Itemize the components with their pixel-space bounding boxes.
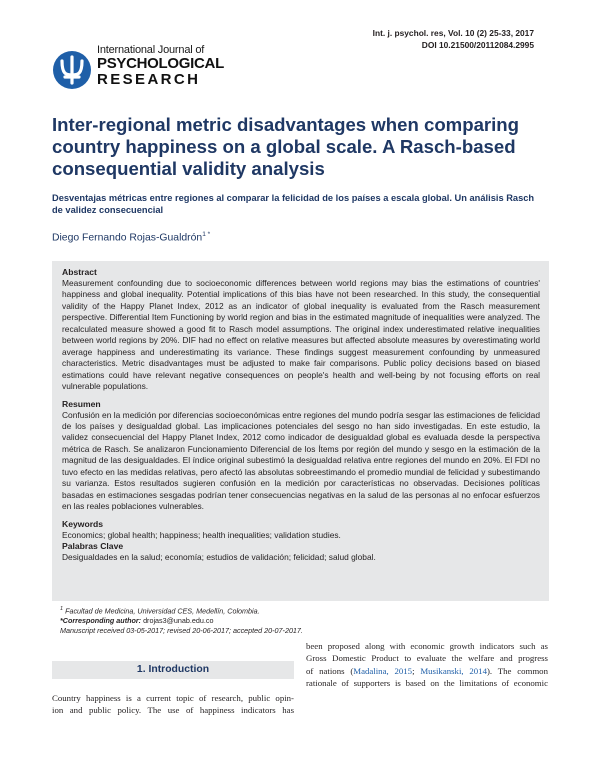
abstract-heading: Abstract bbox=[62, 267, 97, 277]
doi-line: DOI 10.21500/20112084.2995 bbox=[421, 40, 534, 50]
journal-reference bbox=[373, 27, 534, 51]
body-right-column bbox=[306, 640, 548, 690]
affiliation-mark: 1 bbox=[60, 606, 64, 612]
manuscript-dates: Manuscript received 03-05-2017; revised 20-06-2017; accepted 20-07-2017. bbox=[60, 626, 303, 636]
text-fragment: of nations ( bbox=[306, 665, 354, 676]
logo-text-line2: PSYCHOLOGICAL bbox=[97, 55, 224, 72]
citation-line: Int. j. psychol. res, Vol. 10 (2) 25-33, 2017 bbox=[372, 28, 534, 38]
footnotes bbox=[60, 604, 303, 636]
paper-subtitle-spanish: Desventajas métricas entre regiones al comparar la felicidad de los países a escala global. Un análisis Rasch de validez consecuencial bbox=[52, 193, 535, 215]
corresponding-author-footnote bbox=[60, 616, 303, 626]
keywords-text: Economics; global health; happiness; health inequalities; validation studies. bbox=[62, 529, 341, 540]
resumen-text: Confusión en la medición por diferencias socioeconómicas entre regiones del mundo podría sesgar las estimaciones de felicidad de los países y desigualdad global. Las implicaciones potenciales del sesgo no han sido investigadas. En este estudio, la validez consecuencial del Happy Planet Index, 2012 como indicador de desigualdad global es evaluada desde la perspectiva métrica de Rasch. Se analizaron Funcionamiento Diferencial de los Ítems por región del mundo y sesgo en la estimación de la magnitud de las desigualdades. El índice original subestimó la desigualdad relativa entre regiones del mundo en 20%. El FDI no tuvo efecto en las medidas relativas, pero afectó las absolutas sobreestimando el promedio mundial de felicidad y subestimando su varianza. Estos resultados sugieren confusión en la medición por características no observadas. Decisiones políticas basadas en estimaciones sesgadas podrían tener consecuencias negativas en la salud de las personas al no enfocar esfuerzos en las reales poblaciones vulnerables. bbox=[62, 409, 540, 512]
body-left-column bbox=[52, 692, 294, 717]
section-heading-box bbox=[52, 661, 294, 679]
paper-title: Inter-regional metric disadvantages when comparing country happiness on a global scale. A Rasch-based consequential validity analysis bbox=[52, 114, 520, 179]
author-name: Diego Fernando Rojas-Gualdrón bbox=[52, 232, 203, 244]
psi-logo-icon bbox=[52, 50, 92, 90]
corresponding-label: *Corresponding author: bbox=[60, 616, 142, 626]
palabras-clave-text: Desigualdades en la salud; economía; estudios de validación; felicidad; salud global. bbox=[62, 552, 376, 563]
author-line bbox=[52, 231, 210, 243]
journal-logo bbox=[52, 44, 222, 100]
citation-link[interactable]: Madalina, 2015 bbox=[353, 665, 413, 676]
body-text-line: ion and public policy. The use of happiness indicators has bbox=[52, 705, 294, 716]
logo-text-line3: RESEARCH bbox=[97, 71, 201, 88]
body-text-line: Gross Domestic Product to evaluate the welfare and progress bbox=[306, 653, 548, 664]
keywords-heading: Keywords bbox=[62, 518, 104, 529]
author-marks: 1 * bbox=[202, 231, 211, 238]
section-title: 1. Introduction bbox=[136, 664, 210, 675]
abstract-box bbox=[52, 261, 549, 601]
text-fragment: ). The common bbox=[486, 665, 548, 676]
resumen-heading: Resumen bbox=[62, 398, 101, 409]
palabras-clave-heading: Palabras Clave bbox=[62, 541, 124, 552]
body-text-line: rationale of supporters is based on the limitations of economic bbox=[306, 678, 548, 689]
logo-text-line1: International Journal of bbox=[97, 44, 205, 56]
affiliation-footnote bbox=[60, 604, 303, 616]
affiliation-text: Facultad de Medicina, Universidad CES, Medellín, Colombia. bbox=[65, 606, 260, 616]
citation-link[interactable]: Musikanski, 2014 bbox=[420, 665, 487, 676]
corresponding-email[interactable]: drojas3@unab.edu.co bbox=[143, 616, 214, 626]
body-text-line: been proposed along with economic growth indicators such as bbox=[306, 641, 548, 651]
text-fragment: ; bbox=[412, 665, 421, 676]
body-text-line-citations bbox=[306, 665, 548, 677]
body-text-line: Country happiness is a current topic of research, public opin- bbox=[52, 693, 294, 703]
abstract-text: Measurement confounding due to socioeconomic differences between world regions may bias the estimations of countries' happiness and global inequality. Potential implications of this bias have not been researched. In this study, the consequential validity of the Happy Planet Index, 2012 as an indicator of global inequality is evaluated from the Rasch measurement perspective. Differential Item Functioning by world region and bias in the estimated magnitude of inequalities were analyzed. The recalculated measure showed a good fit to Rasch model assumptions. The original index underestimated relative inequalities between world regions by 20%. DIF had no effect on relative measures but affected absolute measures by overestimating world average happiness and underestimating its variance. These findings suggest measurement confounding by unmeasured characteristics. Metric disadvantages must be adjusted to make fair comparisons. Public policy decisions based on biased estimations could have relevant negative consequences on people's health and well-being by not focusing efforts on real vulnerable populations. bbox=[62, 278, 540, 392]
